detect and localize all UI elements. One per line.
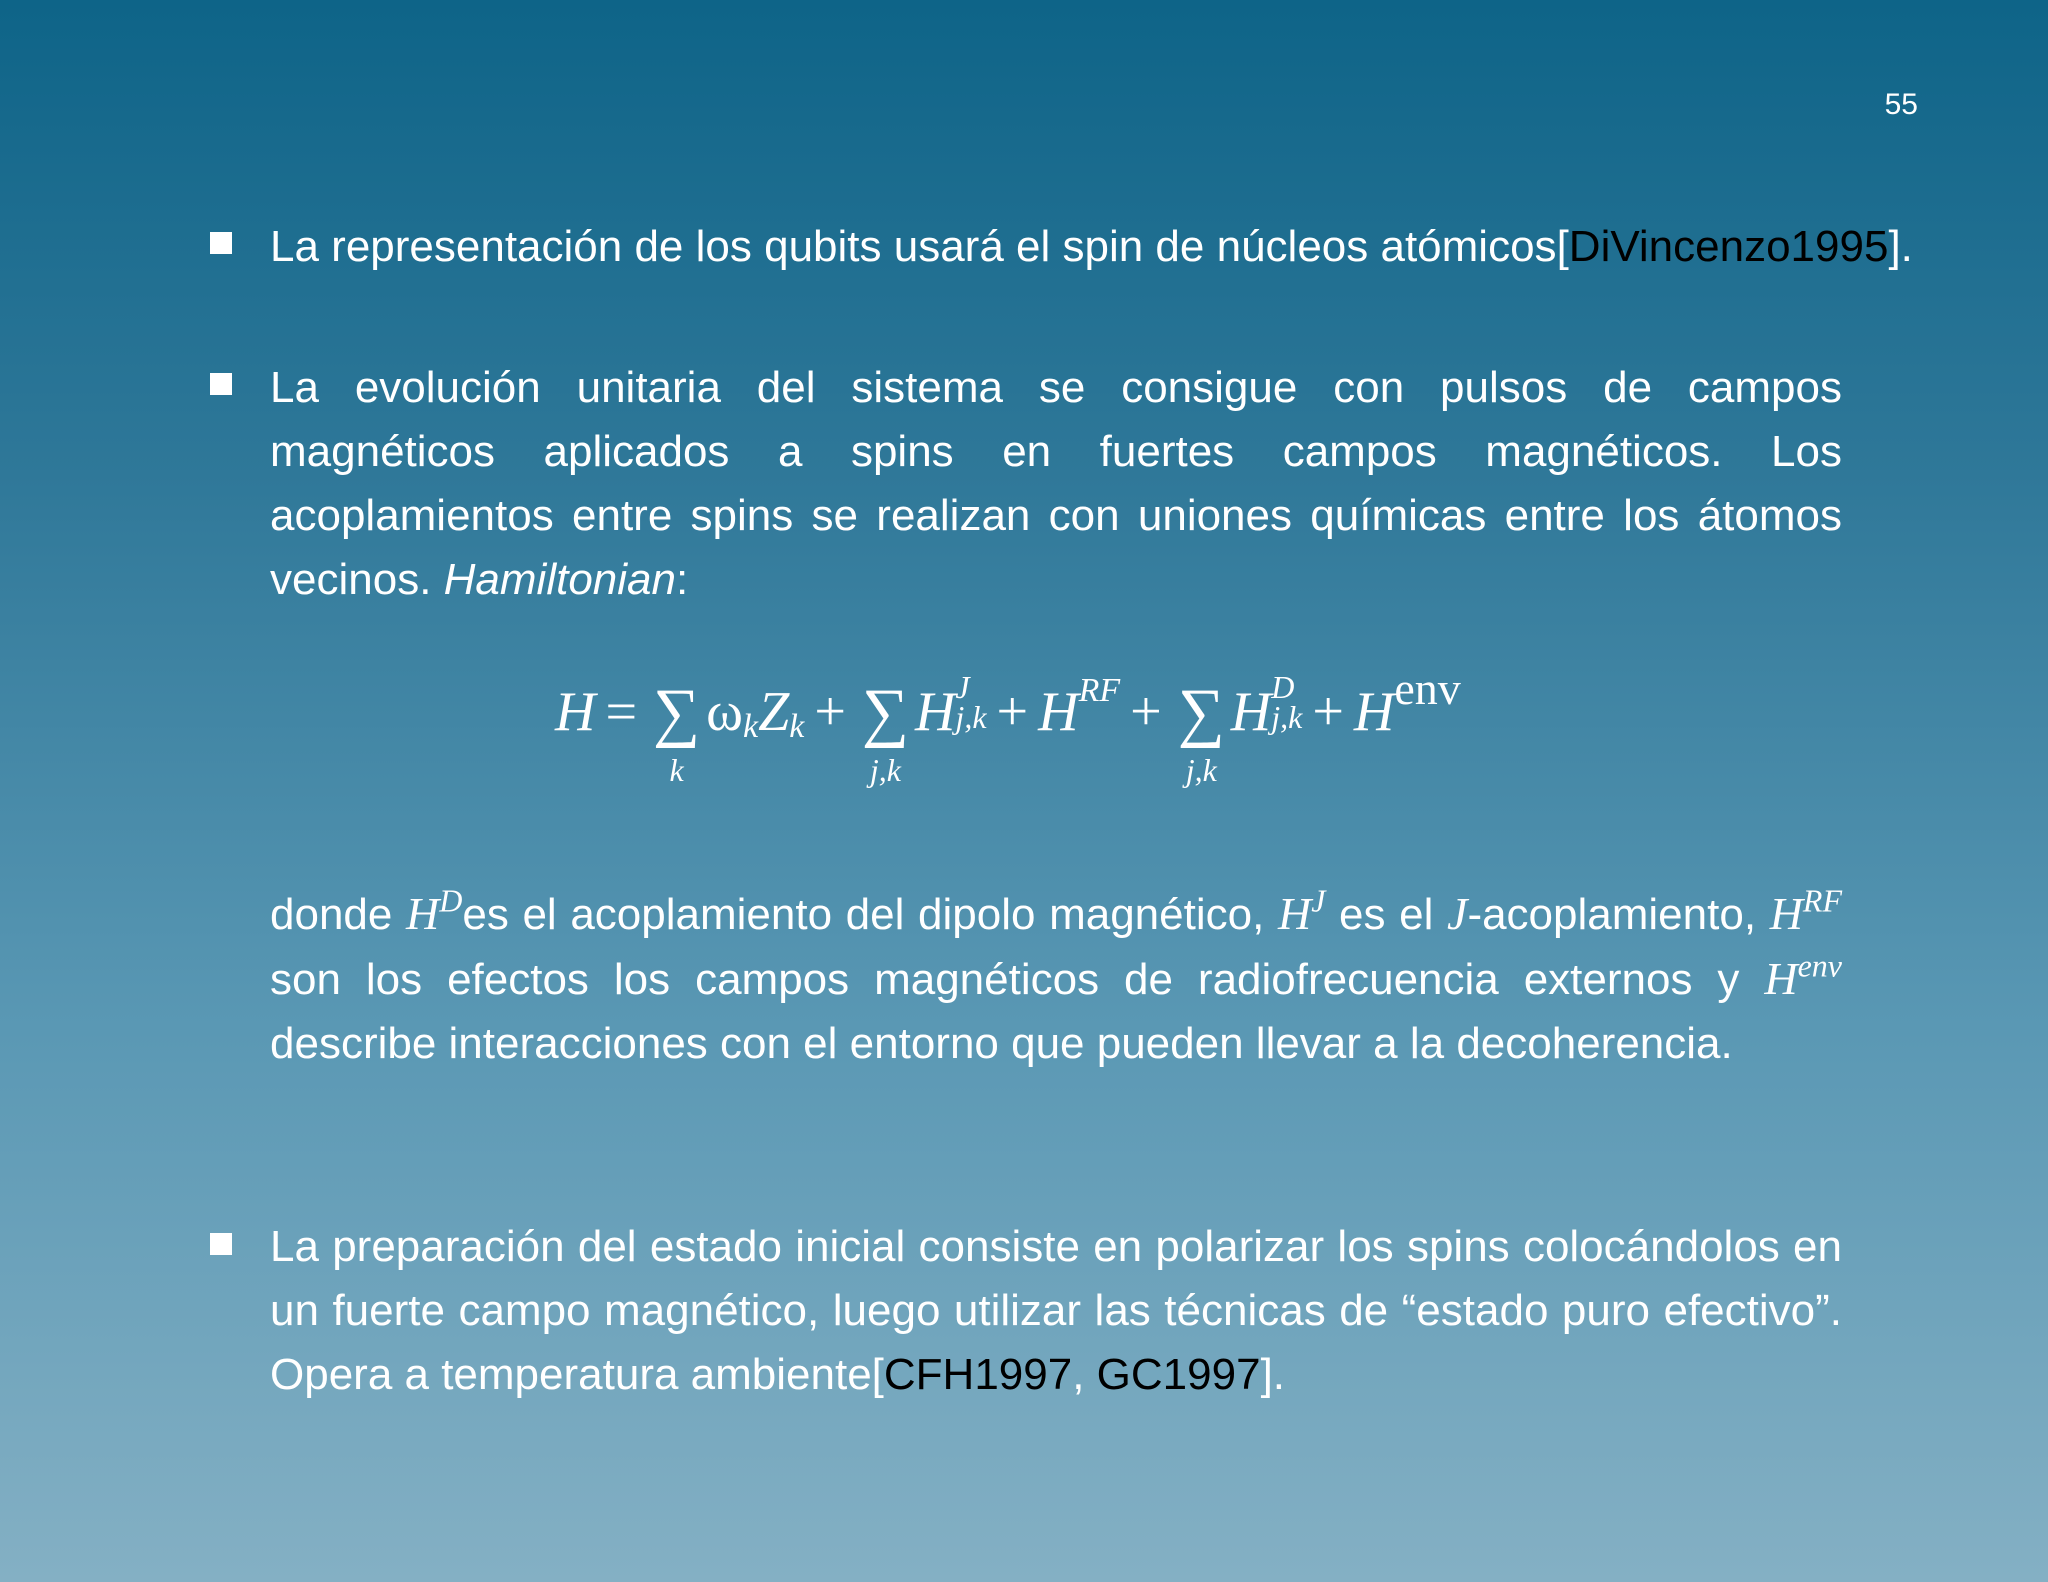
- Z: Z: [758, 681, 790, 743]
- sup-J: J: [1311, 882, 1326, 919]
- hamiltonian-equation: [555, 663, 1555, 810]
- sup-RF: RF: [1078, 672, 1121, 709]
- sup-env: env: [1394, 663, 1461, 714]
- plus-1: +: [814, 681, 846, 743]
- H: H: [914, 681, 956, 743]
- sum-symbol: ∑: [861, 676, 909, 749]
- citation-divincenzo1995[interactable]: DiVincenzo1995: [1568, 222, 1889, 271]
- math-H-env: [1764, 947, 1842, 1004]
- sum-index-jk: j,k: [869, 752, 901, 788]
- sum-jk-2: [1177, 676, 1225, 790]
- colon: :: [676, 555, 689, 604]
- sum-symbol: ∑: [653, 676, 701, 749]
- omega: ω: [706, 681, 743, 743]
- H-env: [1353, 663, 1461, 744]
- bullet-text-qubits: [270, 215, 2030, 279]
- where-es-el: es el: [1339, 890, 1434, 939]
- where-rf: son los efectos los campos magnéticos de radiofrecuencia externos y: [270, 955, 1740, 1004]
- page-number: 55: [1884, 88, 1918, 121]
- ref-close: ].: [1260, 1350, 1286, 1399]
- bullet-text-preparation: [270, 1215, 1842, 1407]
- H-J-scripts: [955, 669, 987, 735]
- bullet-2-text: La evolución unitaria del sistema se consigue con pulsos de campos magnéticos aplicados a spins en fuertes campos magnéticos. Los acoplamientos entre spins se realizan con uniones químicas entre los átomos vecinos.: [270, 363, 1842, 604]
- sum-jk-1: [861, 676, 909, 790]
- ref-sep: ,: [1072, 1350, 1097, 1399]
- math-H-J: [1277, 882, 1326, 939]
- sum-index-jk: j,k: [1185, 752, 1217, 788]
- sup-env: env: [1797, 947, 1842, 984]
- sub-jk: j,k: [1271, 699, 1303, 735]
- bullet-square-2: [210, 373, 232, 395]
- citation-gc1997[interactable]: GC1997: [1096, 1350, 1261, 1399]
- plus-2: +: [996, 681, 1029, 743]
- math-H-D: [406, 882, 463, 939]
- H: H: [1230, 681, 1272, 743]
- sup-J: J: [955, 669, 970, 705]
- H-RF: [1038, 672, 1121, 744]
- omega-sub: k: [742, 708, 759, 745]
- ref-open: [: [1556, 222, 1569, 271]
- where-j-coupling: -acoplamiento,: [1467, 890, 1757, 939]
- eq-equals: =: [605, 681, 638, 743]
- H: H: [1769, 888, 1803, 939]
- sub-jk: j,k: [955, 699, 987, 735]
- H: H: [1277, 888, 1312, 939]
- where-env: describe interacciones con el entorno que pueden llevar a la decoherencia.: [270, 1019, 1733, 1068]
- where-word: donde: [270, 890, 393, 939]
- math-J: J: [1447, 888, 1468, 939]
- bullet-square-3: [210, 1233, 232, 1255]
- H: H: [1353, 681, 1395, 743]
- H-D-jk: [1230, 669, 1303, 744]
- where-dipole: es el acoplamiento del dipolo magnético,: [462, 890, 1265, 939]
- sup-D: D: [1271, 669, 1295, 705]
- ref-open: [: [871, 1350, 884, 1399]
- bullet-3-text: La preparación del estado inicial consiste en polarizar los spins colocándolos en un fuerte campo magnético, luego utilizar las técnicas de “estado puro efectivo”. Opera a temperatura ambiente: [270, 1222, 1842, 1399]
- H: H: [1764, 953, 1798, 1004]
- plus-4: +: [1312, 681, 1344, 743]
- hamiltonian-term: Hamiltonian: [443, 555, 676, 604]
- ref-close: ].: [1888, 222, 1913, 271]
- sum-index-k: k: [669, 752, 684, 788]
- bullet-text-evolution: [270, 356, 1842, 612]
- sup-D: D: [439, 882, 463, 919]
- sup-RF: RF: [1802, 882, 1843, 919]
- Z-sub: k: [789, 708, 805, 745]
- bullet-square-1: [210, 232, 232, 254]
- H-J-jk: [914, 669, 987, 744]
- omega-k-Z-k: [706, 680, 804, 746]
- H: H: [406, 888, 440, 939]
- sum-symbol: ∑: [1177, 676, 1225, 749]
- sum-k: [653, 676, 701, 790]
- plus-3: +: [1130, 681, 1162, 743]
- H-D-scripts: [1271, 669, 1303, 735]
- math-H-RF: [1769, 882, 1843, 939]
- H: H: [1038, 681, 1079, 743]
- eq-H: H: [555, 681, 596, 743]
- where-paragraph: [270, 882, 1842, 1076]
- bullet-1-text: La representación de los qubits usará el spin de núcleos atómicos: [270, 222, 1557, 271]
- citation-cfh1997[interactable]: CFH1997: [883, 1350, 1073, 1399]
